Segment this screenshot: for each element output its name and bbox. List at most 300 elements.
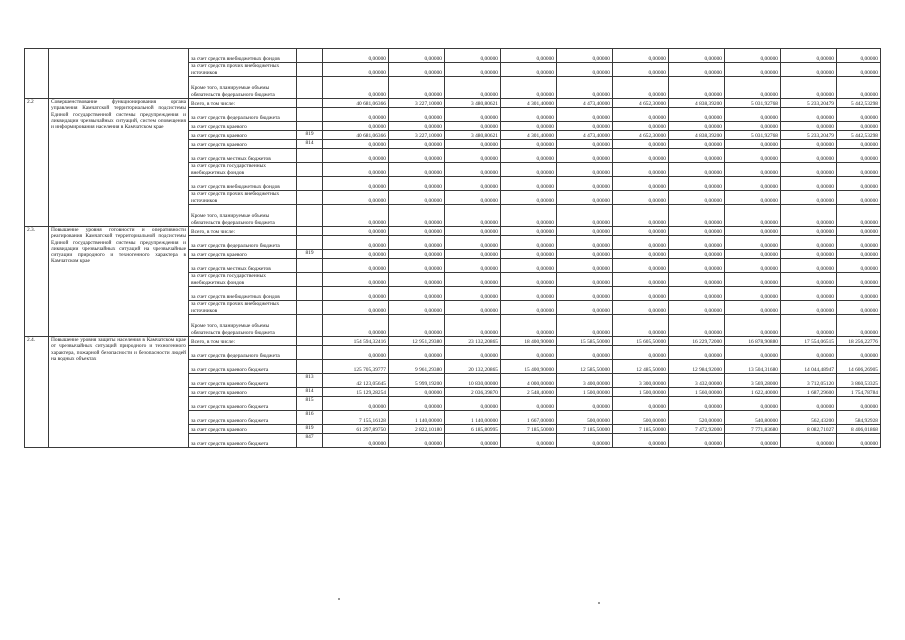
budget-code (297, 236, 323, 250)
amount-cell: 0,00000 (323, 287, 389, 301)
budget-code (297, 360, 323, 374)
amount-cell: 0,00000 (837, 346, 881, 360)
amount-cell: 16 229,72000 (669, 337, 725, 346)
amount-cell: 125 705,39777 (323, 360, 389, 374)
amount-cell: 7 185,50000 (501, 425, 557, 434)
budget-code (297, 177, 323, 191)
amount-cell: 0,00000 (501, 177, 557, 191)
amount-cell: 40 681,06366 (323, 99, 389, 108)
amount-cell: 0,00000 (725, 301, 781, 315)
amount-cell: 0,00000 (781, 122, 837, 131)
amount-cell: 5 031,92768 (725, 131, 781, 140)
budget-code (297, 77, 323, 99)
funding-source: за счет средств краевого бюджета (189, 360, 297, 374)
amount-cell: 0,00000 (389, 259, 445, 273)
amount-cell: 0,00000 (323, 163, 389, 177)
amount-cell: 0,00000 (781, 273, 837, 287)
amount-cell: 0,00000 (669, 49, 725, 63)
amount-cell: 0,00000 (725, 227, 781, 236)
amount-cell: 7 155,16128 (323, 411, 389, 425)
amount-cell: 0,00000 (557, 205, 613, 227)
section-number: 2.4. (25, 337, 49, 448)
amount-cell: 0,00000 (613, 301, 669, 315)
amount-cell: 0,00000 (557, 49, 613, 63)
amount-cell: 0,00000 (669, 63, 725, 77)
amount-cell: 0,00000 (389, 236, 445, 250)
amount-cell: 0,00000 (837, 140, 881, 149)
amount-cell: 0,00000 (725, 273, 781, 287)
amount-cell: 4 473,40000 (557, 99, 613, 108)
amount-cell: 3 860,53325 (837, 374, 881, 388)
amount-cell: 0,00000 (557, 434, 613, 448)
amount-cell: 0,00000 (837, 77, 881, 99)
amount-cell: 0,00000 (669, 205, 725, 227)
amount-cell: 5 233,20479 (781, 131, 837, 140)
amount-cell: 0,00000 (323, 149, 389, 163)
funding-source: за счет средств федерального бюджета (189, 108, 297, 122)
funding-source: за счет средств прочих внебюджетных источников (189, 63, 297, 77)
amount-cell: 3 227,10000 (389, 131, 445, 140)
amount-cell: 0,00000 (781, 205, 837, 227)
amount-cell: 0,00000 (557, 177, 613, 191)
amount-cell: 8 082,71027 (781, 425, 837, 434)
amount-cell: 562,43200 (781, 411, 837, 425)
funding-source: за счет средств краевого (189, 425, 297, 434)
amount-cell: 0,00000 (837, 273, 881, 287)
section-title: Совершенствование функционирования органа управления Камчатской территориальной подсистемы Единой государственной системы предупреждения и ликвидации чрезвычайных ситуаций, систем оповещения и информирования населения в Камчатском крае (49, 99, 189, 227)
amount-cell: 0,00000 (445, 315, 501, 337)
budget-code (297, 149, 323, 163)
funding-source: за счет средств государственных внебюджетных фондов (189, 163, 297, 177)
amount-cell: 0,00000 (389, 177, 445, 191)
amount-cell: 0,00000 (445, 346, 501, 360)
amount-cell: 0,00000 (323, 77, 389, 99)
amount-cell: 584,92928 (837, 411, 881, 425)
amount-cell: 0,00000 (501, 236, 557, 250)
amount-cell: 0,00000 (725, 177, 781, 191)
funding-source: за счет средств краевого бюджета (189, 397, 297, 411)
funding-source: за счет средств внебюджетных фондов (189, 49, 297, 63)
table-row (25, 99, 881, 108)
amount-cell: 0,00000 (781, 177, 837, 191)
amount-cell: 0,00000 (389, 315, 445, 337)
amount-cell: 0,00000 (613, 191, 669, 205)
amount-cell: 0,00000 (725, 236, 781, 250)
amount-cell: 0,00000 (501, 205, 557, 227)
amount-cell: 0,00000 (501, 163, 557, 177)
amount-cell: 0,00000 (445, 177, 501, 191)
amount-cell: 0,00000 (725, 259, 781, 273)
amount-cell: 4 838,39200 (669, 99, 725, 108)
amount-cell: 0,00000 (613, 177, 669, 191)
amount-cell: 0,00000 (613, 63, 669, 77)
amount-cell: 0,00000 (501, 49, 557, 63)
amount-cell: 0,00000 (445, 49, 501, 63)
budget-code: 814 (297, 388, 323, 397)
amount-cell: 0,00000 (837, 250, 881, 259)
amount-cell: 0,00000 (389, 149, 445, 163)
amount-cell: 0,00000 (669, 287, 725, 301)
budget-table (24, 48, 881, 448)
amount-cell: 0,00000 (669, 77, 725, 99)
amount-cell: 0,00000 (725, 163, 781, 177)
amount-cell: 3 432,00000 (669, 374, 725, 388)
amount-cell: 0,00000 (557, 77, 613, 99)
section-number: 2.3. (25, 227, 49, 337)
amount-cell: 12 984,92000 (669, 360, 725, 374)
amount-cell: 0,00000 (781, 140, 837, 149)
amount-cell: 15 129,28254 (323, 388, 389, 397)
funding-source: за счет средств прочих внебюджетных источников (189, 301, 297, 315)
section-title: Повышение уровня защиты населения в Камчатском крае от чрезвычайных ситуаций природного и техногенного характера, пожарной безопасности и безопасности людей на водных объектах (49, 337, 189, 448)
amount-cell: 0,00000 (781, 149, 837, 163)
amount-cell: 0,00000 (323, 397, 389, 411)
amount-cell: 0,00000 (445, 434, 501, 448)
amount-cell: 0,00000 (725, 397, 781, 411)
amount-cell: 0,00000 (389, 301, 445, 315)
amount-cell: 0,00000 (837, 315, 881, 337)
amount-cell: 0,00000 (501, 191, 557, 205)
budget-code: 814 (297, 140, 323, 149)
amount-cell: 0,00000 (389, 287, 445, 301)
amount-cell: 0,00000 (613, 259, 669, 273)
amount-cell: 7 185,50000 (613, 425, 669, 434)
amount-cell: 0,00000 (557, 259, 613, 273)
amount-cell: 0,00000 (501, 315, 557, 337)
amount-cell: 0,00000 (323, 273, 389, 287)
amount-cell: 0,00000 (323, 346, 389, 360)
amount-cell: 3 400,00000 (557, 374, 613, 388)
budget-code (297, 287, 323, 301)
amount-cell: 3 480,80621 (445, 131, 501, 140)
amount-cell: 0,00000 (781, 250, 837, 259)
amount-cell: 5 442,53298 (837, 99, 881, 108)
section-title: Повышение уровня готовности и оперативности реагирования Камчатской территориальной подсистемы Единой государственной системы предупреждения и ликвидации чрезвычайных ситуаций на чрезвычайные ситуации природного и техногенного характера в Камчатском крае (49, 227, 189, 337)
amount-cell: 0,00000 (557, 315, 613, 337)
amount-cell: 14 044,48947 (781, 360, 837, 374)
amount-cell: 0,00000 (389, 140, 445, 149)
amount-cell: 0,00000 (837, 287, 881, 301)
amount-cell: 0,00000 (781, 301, 837, 315)
amount-cell: 18 256,22776 (837, 337, 881, 346)
amount-cell: 0,00000 (781, 63, 837, 77)
amount-cell: 0,00000 (557, 397, 613, 411)
funding-source: Кроме того, планируемые объемы обязательств федерального бюджета (189, 77, 297, 99)
budget-code: 815 (297, 397, 323, 411)
budget-code (297, 163, 323, 177)
budget-code: 813 (297, 374, 323, 388)
amount-cell: 0,00000 (781, 108, 837, 122)
amount-cell: 0,00000 (725, 346, 781, 360)
amount-cell: 0,00000 (725, 77, 781, 99)
amount-cell: 0,00000 (613, 205, 669, 227)
amount-cell: 0,00000 (323, 177, 389, 191)
amount-cell: 3 569,28000 (725, 374, 781, 388)
amount-cell: 0,00000 (613, 163, 669, 177)
amount-cell: 0,00000 (669, 122, 725, 131)
amount-cell: 0,00000 (445, 63, 501, 77)
amount-cell: 5 233,20479 (781, 99, 837, 108)
scan-speck (338, 598, 340, 600)
amount-cell: 0,00000 (725, 287, 781, 301)
amount-cell: 154 594,32416 (323, 337, 389, 346)
amount-cell: 0,00000 (389, 122, 445, 131)
amount-cell: 0,00000 (557, 191, 613, 205)
amount-cell: 0,00000 (323, 191, 389, 205)
amount-cell: 0,00000 (323, 301, 389, 315)
amount-cell: 0,00000 (781, 315, 837, 337)
amount-cell: 23 132,20865 (445, 337, 501, 346)
amount-cell: 0,00000 (781, 227, 837, 236)
amount-cell: 0,00000 (445, 273, 501, 287)
budget-code (297, 122, 323, 131)
amount-cell: 0,00000 (837, 259, 881, 273)
amount-cell: 0,00000 (557, 122, 613, 131)
amount-cell: 8 406,01868 (837, 425, 881, 434)
funding-source: за счет средств краевого (189, 388, 297, 397)
funding-source: за счет средств краевого (189, 131, 297, 140)
amount-cell: 0,00000 (501, 108, 557, 122)
continuation-name-cell (49, 49, 189, 99)
amount-cell: 0,00000 (501, 287, 557, 301)
amount-cell: 0,00000 (557, 236, 613, 250)
amount-cell: 0,00000 (781, 287, 837, 301)
budget-code (297, 315, 323, 337)
amount-cell: 0,00000 (669, 177, 725, 191)
funding-source: за счет средств местных бюджетов (189, 149, 297, 163)
amount-cell: 1 560,00000 (669, 388, 725, 397)
amount-cell: 0,00000 (445, 301, 501, 315)
amount-cell: 1 140,00000 (445, 411, 501, 425)
amount-cell: 1 687,29600 (781, 388, 837, 397)
amount-cell: 540,80000 (725, 411, 781, 425)
amount-cell: 0,00000 (837, 177, 881, 191)
funding-source: Кроме того, планируемые объемы обязательств федерального бюджета (189, 315, 297, 337)
amount-cell: 0,00000 (725, 250, 781, 259)
amount-cell: 0,00000 (669, 301, 725, 315)
amount-cell: 0,00000 (323, 49, 389, 63)
budget-code: 819 (297, 250, 323, 259)
funding-source: за счет средств краевого бюджета (189, 374, 297, 388)
amount-cell: 520,00000 (669, 411, 725, 425)
amount-cell: 0,00000 (389, 250, 445, 259)
amount-cell: 0,00000 (837, 301, 881, 315)
amount-cell: 15 585,50000 (557, 337, 613, 346)
amount-cell: 0,00000 (445, 122, 501, 131)
amount-cell: 1 500,00000 (557, 388, 613, 397)
budget-code (297, 191, 323, 205)
funding-source: за счет средств краевого (189, 250, 297, 259)
amount-cell: 3 712,05120 (781, 374, 837, 388)
amount-cell: 0,00000 (613, 227, 669, 236)
amount-cell: 14 606,26905 (837, 360, 881, 374)
amount-cell: 0,00000 (725, 63, 781, 77)
amount-cell: 0,00000 (323, 250, 389, 259)
funding-source: Всего, в том числе: (189, 99, 297, 108)
budget-code (297, 63, 323, 77)
amount-cell: 0,00000 (445, 287, 501, 301)
budget-code (297, 259, 323, 273)
amount-cell: 0,00000 (557, 346, 613, 360)
amount-cell: 15 400,90000 (501, 360, 557, 374)
amount-cell: 0,00000 (669, 140, 725, 149)
amount-cell: 500,00000 (557, 411, 613, 425)
amount-cell: 0,00000 (445, 77, 501, 99)
amount-cell: 0,00000 (389, 163, 445, 177)
amount-cell: 0,00000 (445, 108, 501, 122)
amount-cell: 0,00000 (613, 273, 669, 287)
amount-cell: 1 754,78784 (837, 388, 881, 397)
amount-cell: 0,00000 (837, 205, 881, 227)
amount-cell: 0,00000 (323, 259, 389, 273)
amount-cell: 2 822,10180 (389, 425, 445, 434)
amount-cell: 0,00000 (669, 227, 725, 236)
amount-cell: 0,00000 (613, 434, 669, 448)
amount-cell: 5 442,53298 (837, 131, 881, 140)
amount-cell: 0,00000 (781, 163, 837, 177)
funding-source: за счет средств краевого (189, 140, 297, 149)
amount-cell: 0,00000 (613, 250, 669, 259)
amount-cell: 0,00000 (557, 287, 613, 301)
table-row (25, 49, 881, 63)
amount-cell: 6 185,80995 (445, 425, 501, 434)
amount-cell: 7 472,92000 (669, 425, 725, 434)
budget-code (297, 273, 323, 287)
amount-cell: 0,00000 (501, 77, 557, 99)
amount-cell: 0,00000 (557, 227, 613, 236)
amount-cell: 12 951,29380 (389, 337, 445, 346)
amount-cell: 0,00000 (781, 259, 837, 273)
amount-cell: 0,00000 (501, 140, 557, 149)
amount-cell: 0,00000 (725, 108, 781, 122)
amount-cell: 0,00000 (613, 122, 669, 131)
amount-cell: 0,00000 (669, 259, 725, 273)
amount-cell: 12 585,50000 (557, 360, 613, 374)
amount-cell: 3 480,80621 (445, 99, 501, 108)
amount-cell: 0,00000 (613, 149, 669, 163)
amount-cell: 0,00000 (725, 191, 781, 205)
amount-cell: 4 652,30000 (613, 99, 669, 108)
amount-cell: 20 132,20865 (445, 360, 501, 374)
amount-cell: 0,00000 (613, 77, 669, 99)
amount-cell: 0,00000 (445, 250, 501, 259)
amount-cell: 0,00000 (445, 149, 501, 163)
budget-table-page (24, 48, 880, 448)
budget-code (297, 49, 323, 63)
budget-code: 816 (297, 411, 323, 425)
budget-code (297, 346, 323, 360)
amount-cell: 0,00000 (389, 227, 445, 236)
amount-cell: 0,00000 (725, 122, 781, 131)
amount-cell: 0,00000 (323, 140, 389, 149)
amount-cell: 0,00000 (501, 63, 557, 77)
amount-cell: 4 301,40000 (501, 99, 557, 108)
amount-cell: 0,00000 (501, 259, 557, 273)
amount-cell: 0,00000 (323, 63, 389, 77)
amount-cell: 7 771,83680 (725, 425, 781, 434)
amount-cell: 0,00000 (323, 315, 389, 337)
funding-source: за счет средств внебюджетных фондов (189, 287, 297, 301)
amount-cell: 0,00000 (445, 397, 501, 411)
amount-cell: 0,00000 (725, 315, 781, 337)
funding-source: за счет средств федерального бюджета (189, 236, 297, 250)
amount-cell: 0,00000 (557, 140, 613, 149)
amount-cell: 16 878,90880 (725, 337, 781, 346)
amount-cell: 0,00000 (837, 236, 881, 250)
budget-code (297, 99, 323, 108)
amount-cell: 0,00000 (781, 434, 837, 448)
amount-cell: 0,00000 (501, 346, 557, 360)
amount-cell: 0,00000 (669, 434, 725, 448)
amount-cell: 0,00000 (389, 397, 445, 411)
table-row (25, 227, 881, 236)
amount-cell: 0,00000 (781, 346, 837, 360)
amount-cell: 10 830,00000 (445, 374, 501, 388)
amount-cell: 0,00000 (781, 191, 837, 205)
amount-cell: 0,00000 (837, 434, 881, 448)
amount-cell: 4 301,40000 (501, 131, 557, 140)
amount-cell: 0,00000 (445, 140, 501, 149)
amount-cell: 0,00000 (557, 273, 613, 287)
funding-source: за счет средств местных бюджетов (189, 259, 297, 273)
amount-cell: 0,00000 (445, 205, 501, 227)
amount-cell: 0,00000 (613, 315, 669, 337)
amount-cell: 4 473,40000 (557, 131, 613, 140)
amount-cell: 0,00000 (501, 250, 557, 259)
amount-cell: 4 000,00000 (501, 374, 557, 388)
amount-cell: 0,00000 (781, 236, 837, 250)
amount-cell: 0,00000 (389, 434, 445, 448)
amount-cell: 1 622,40000 (725, 388, 781, 397)
scan-speck (598, 602, 600, 604)
amount-cell: 0,00000 (613, 236, 669, 250)
amount-cell: 0,00000 (613, 397, 669, 411)
funding-source: за счет средств государственных внебюджетных фондов (189, 273, 297, 287)
funding-source: за счет средств краевого (189, 122, 297, 131)
amount-cell: 0,00000 (669, 346, 725, 360)
amount-cell: 0,00000 (725, 149, 781, 163)
amount-cell: 0,00000 (389, 273, 445, 287)
amount-cell: 0,00000 (669, 191, 725, 205)
amount-cell: 0,00000 (725, 205, 781, 227)
amount-cell: 0,00000 (557, 108, 613, 122)
budget-code (297, 108, 323, 122)
amount-cell: 3 227,10000 (389, 99, 445, 108)
amount-cell: 0,00000 (445, 259, 501, 273)
amount-cell: 0,00000 (669, 108, 725, 122)
amount-cell: 0,00000 (389, 346, 445, 360)
amount-cell: 0,00000 (557, 301, 613, 315)
amount-cell: 0,00000 (837, 149, 881, 163)
amount-cell: 0,00000 (389, 191, 445, 205)
funding-source: за счет средств краевого бюджета (189, 434, 297, 448)
amount-cell: 5 999,19200 (389, 374, 445, 388)
table-row (25, 337, 881, 346)
amount-cell: 0,00000 (837, 191, 881, 205)
amount-cell: 3 300,00000 (613, 374, 669, 388)
amount-cell: 0,00000 (323, 227, 389, 236)
amount-cell: 0,00000 (837, 108, 881, 122)
budget-code: 819 (297, 131, 323, 140)
amount-cell: 2 548,40000 (501, 388, 557, 397)
amount-cell: 42 123,05645 (323, 374, 389, 388)
amount-cell: 0,00000 (781, 49, 837, 63)
amount-cell: 0,00000 (389, 388, 445, 397)
amount-cell: 0,00000 (781, 77, 837, 99)
amount-cell: 0,00000 (837, 122, 881, 131)
amount-cell: 0,00000 (501, 149, 557, 163)
amount-cell: 5 031,92768 (725, 99, 781, 108)
